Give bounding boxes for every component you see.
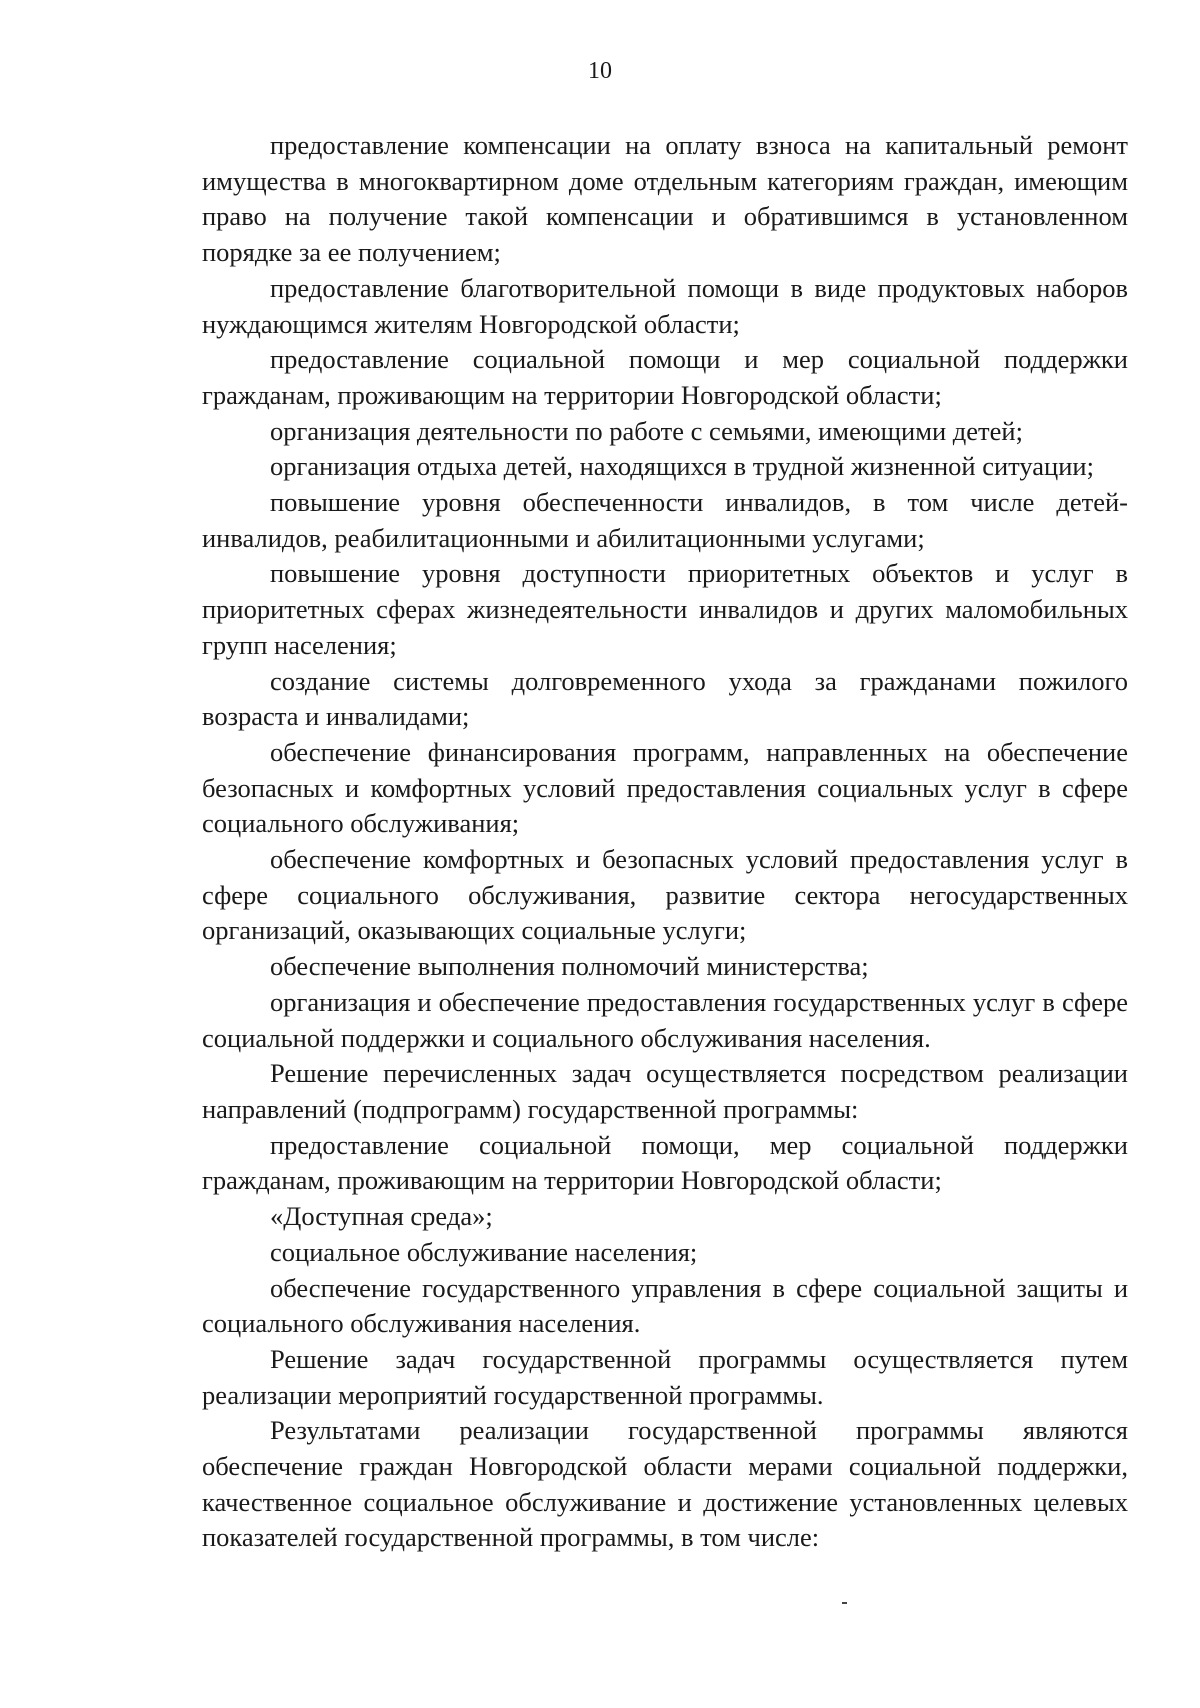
paragraph: Решение перечисленных задач осуществляется посредством реализации направлений (подпрограмм) государственной программы: — [202, 1058, 1128, 1124]
scan-dash-mark — [842, 1602, 847, 1604]
paragraph: создание системы долговременного ухода за гражданами пожилого возраста и инвалидами; — [202, 665, 1128, 732]
paragraph: «Доступная среда»; — [270, 1201, 493, 1232]
paragraph: повышение уровня обеспеченности инвалидов, в том числе детей-инвалидов, реабилитационными и абилитационными услугами; — [202, 487, 1128, 553]
paragraph: социальное обслуживание населения; — [270, 1236, 698, 1267]
paragraph: организация отдыха детей, находящихся в трудной жизненной ситуации; — [270, 451, 1094, 482]
paragraph: организация деятельности по работе с семьями, имеющими детей; — [270, 415, 1023, 446]
paragraph: обеспечение выполнения полномочий министерства; — [270, 951, 869, 982]
paragraph: обеспечение государственного управления в сфере социальной защиты и социального обслуживания населения. — [202, 1272, 1128, 1339]
paragraph: предоставление социальной помощи и мер социальной поддержки гражданам, проживающим на территории Новгородской области; — [202, 344, 1128, 410]
paragraph: Решение задач государственной программы осуществляется путем реализации мероприятий государственной программы. — [202, 1343, 1128, 1410]
paragraph: предоставление благотворительной помощи в виде продуктовых наборов нуждающимся жителям Новгородской области; — [202, 272, 1128, 339]
page-number: 10 — [588, 58, 612, 84]
paragraph: повышение уровня доступности приоритетных объектов и услуг в приоритетных сферах жизнедеятельности инвалидов и других маломобильных групп населения; — [202, 558, 1128, 660]
paragraph: обеспечение финансирования программ, направленных на обеспечение безопасных и комфортных условий предоставления социальных услуг в сфере социального обслуживания; — [202, 736, 1128, 839]
document-body — [202, 128, 1128, 1556]
paragraph: предоставление компенсации на оплату взноса на капитальный ремонт имущества в многоквартирном доме отдельным категориям граждан, имеющим право на получение такой компенсации и обратившимся в установленном порядке за ее получением; — [202, 130, 1128, 268]
paragraph: Результатами реализации государственной программы являются обеспечение граждан Новгородской области мерами социальной поддержки, качественное социальное обслуживание и достижение установленных целевых показателей государственной программы, в том числе: — [202, 1415, 1128, 1553]
paragraph: обеспечение комфортных и безопасных условий предоставления услуг в сфере социального обслуживания, развитие сектора негосударственных организаций, оказывающих социальные услуги; — [202, 844, 1128, 946]
paragraph: организация и обеспечение предоставления государственных услуг в сфере социальной поддержки и социального обслуживания населения. — [202, 986, 1128, 1053]
paragraph: предоставление социальной помощи, мер социальной поддержки гражданам, проживающим на территории Новгородской области; — [202, 1129, 1128, 1196]
